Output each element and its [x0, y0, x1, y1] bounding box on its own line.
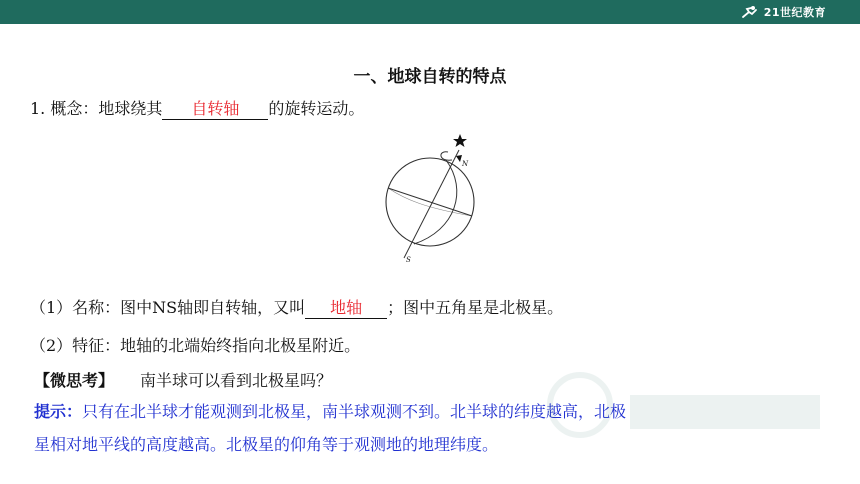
- item1-suffix: ；图中五角星是北极星。: [387, 298, 564, 317]
- concept-text-after: 的旋转运动。: [268, 99, 365, 118]
- star-icon: [453, 134, 467, 147]
- concept-text-before: 地球绕其: [98, 99, 163, 118]
- item1-line: [30, 295, 563, 319]
- section-title: 一、地球自转的特点: [353, 67, 507, 87]
- brand-logo: [739, 2, 826, 22]
- concept-line: [30, 96, 364, 120]
- runner-icon: [739, 5, 761, 19]
- header-bar: [0, 0, 860, 24]
- think-line: [34, 368, 332, 391]
- item1-prefix: （1）名称：图中NS轴即自转轴，又叫: [30, 298, 306, 317]
- globe-diagram: [376, 130, 480, 264]
- hint-text-1: 只有在北半球才能观测到北极星，南半球观测不到。北半球的纬度越高，北极: [82, 402, 627, 421]
- brand-text: 21世纪教育: [763, 6, 826, 19]
- think-question: 南半球可以看到北极星吗？: [140, 371, 333, 390]
- north-label: N: [462, 160, 469, 168]
- think-label: 【微思考】: [34, 371, 115, 390]
- watermark-logo: [520, 365, 840, 475]
- item2-line: （2）特征：地轴的北端始终指向北极星附近。: [30, 336, 361, 355]
- item1-answer-blank: 地轴: [305, 298, 387, 319]
- hint-line-2: 星相对地平线的高度越高。北极星的仰角等于观测地的地理纬度。: [34, 435, 499, 454]
- hint-label: 提示：: [34, 402, 83, 421]
- concept-answer-blank: 自转轴: [162, 99, 268, 120]
- concept-prefix: 1. 概念：: [30, 99, 99, 118]
- south-label: S: [406, 256, 411, 264]
